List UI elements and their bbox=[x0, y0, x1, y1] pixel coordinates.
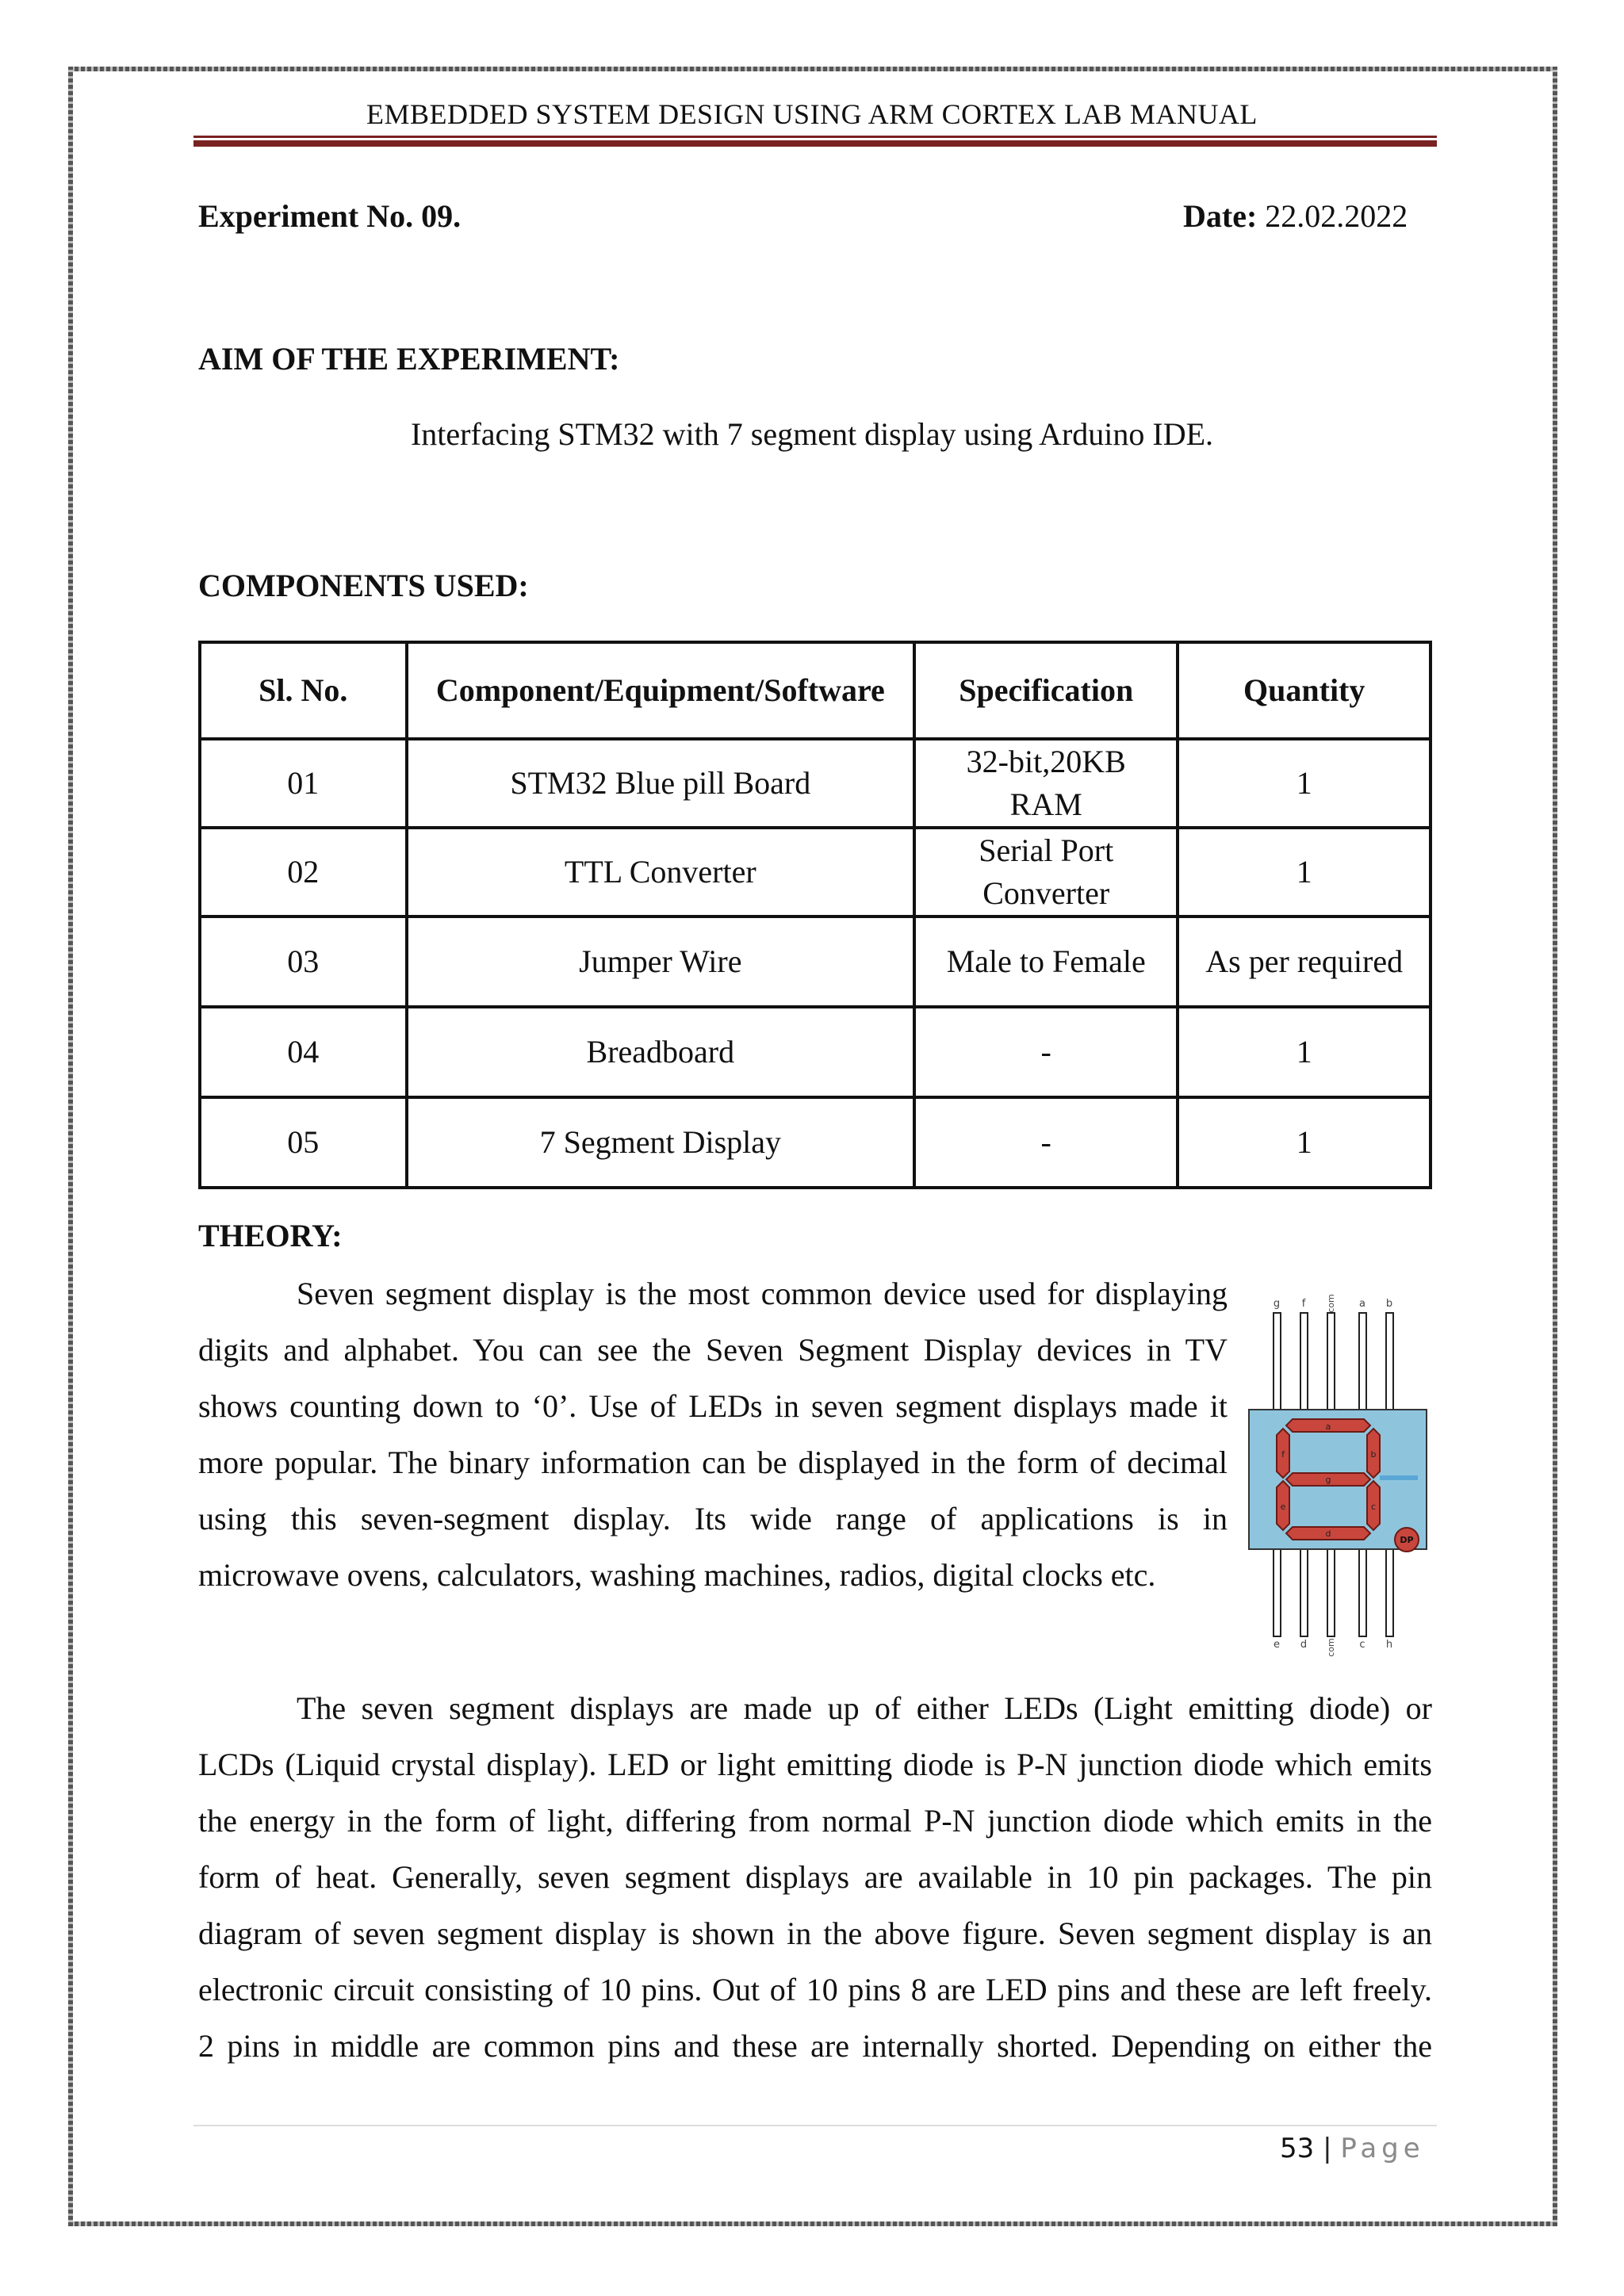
cell-component: TTL Converter bbox=[407, 828, 914, 916]
paragraph-line: digits and alphabet. You can see the Seven Segment Display devices in TV bbox=[198, 1332, 1228, 1368]
cell-component: STM32 Blue pill Board bbox=[407, 739, 914, 828]
paragraph-line: electronic circuit consisting of 10 pins. Out of 10 pins 8 are LED pins and these are left freely. bbox=[198, 1972, 1432, 2007]
cell-sl: 01 bbox=[200, 739, 407, 828]
page-border-bottom bbox=[68, 2221, 1557, 2226]
date-value: 22.02.2022 bbox=[1265, 198, 1408, 234]
segment-label: f bbox=[1281, 1449, 1285, 1460]
seven-segment-pin-diagram bbox=[1245, 1289, 1435, 1662]
page-number-footer bbox=[1280, 2131, 1425, 2166]
paragraph-line: 2 pins in middle are common pins and these are internally shorted. Depending on either the bbox=[198, 2028, 1432, 2064]
paragraph-line: more popular. The binary information can be displayed in the form of decimal bbox=[198, 1445, 1228, 1480]
experiment-date bbox=[1183, 198, 1408, 235]
paragraph-line: the energy in the form of light, differing from normal P-N junction diode which emits in the bbox=[198, 1803, 1432, 1839]
decimal-point-label: DP bbox=[1400, 1535, 1414, 1545]
table-header-row bbox=[200, 642, 1431, 739]
paragraph-line: Seven segment display is the most common device used for displaying bbox=[297, 1276, 1228, 1311]
header-rule-thin bbox=[193, 136, 1437, 138]
pin-label-top: f bbox=[1301, 1298, 1306, 1310]
theory-paragraph-1 bbox=[198, 1265, 1228, 1603]
paragraph-line: The seven segment displays are made up of either LEDs (Light emitting diode) or bbox=[297, 1690, 1432, 1726]
cell-spec bbox=[914, 828, 1178, 916]
cell-spec-line: RAM bbox=[1009, 786, 1082, 822]
components-table bbox=[198, 641, 1432, 1189]
page-number: 53 bbox=[1280, 2133, 1315, 2164]
pin-label-bottom: d bbox=[1300, 1639, 1308, 1651]
page-border-right bbox=[1553, 67, 1557, 2226]
paragraph-line: shows counting down to ‘0’. Use of LEDs in seven segment displays made it bbox=[198, 1388, 1228, 1424]
table-row bbox=[200, 916, 1431, 1007]
page-border-top bbox=[68, 67, 1557, 71]
paragraph-line: LCDs (Liquid crystal display). LED or light emitting diode is P-N junction diode which emits bbox=[198, 1747, 1432, 1782]
col-header-quantity: Quantity bbox=[1178, 642, 1431, 739]
bottom-pins bbox=[1274, 1548, 1393, 1636]
cell-spec-line: Serial Port bbox=[979, 832, 1114, 868]
cell-qty: 1 bbox=[1178, 1007, 1431, 1097]
page-separator: | bbox=[1323, 2133, 1332, 2164]
top-pins bbox=[1274, 1313, 1393, 1414]
header-rule-thick bbox=[193, 140, 1437, 147]
table-row bbox=[200, 1097, 1431, 1188]
segment-label: e bbox=[1280, 1502, 1286, 1512]
cell-qty: 1 bbox=[1178, 739, 1431, 828]
paragraph-line: diagram of seven segment display is shown in the above figure. Seven segment display is an bbox=[198, 1915, 1432, 1951]
experiment-number: Experiment No. 09. bbox=[198, 198, 462, 234]
cell-spec: - bbox=[914, 1007, 1178, 1097]
pin-label-bottom: e bbox=[1274, 1639, 1280, 1651]
pin-label-bottom: com bbox=[1326, 1638, 1336, 1657]
table-row bbox=[200, 1007, 1431, 1097]
col-header-component: Component/Equipment/Software bbox=[407, 642, 914, 739]
footer-rule bbox=[193, 2125, 1437, 2126]
pin-label-top: com bbox=[1326, 1294, 1336, 1313]
cell-sl: 04 bbox=[200, 1007, 407, 1097]
segment-label: a bbox=[1325, 1422, 1331, 1432]
cell-sl: 05 bbox=[200, 1097, 407, 1188]
cell-spec: - bbox=[914, 1097, 1178, 1188]
running-header: EMBEDDED SYSTEM DESIGN USING ARM CORTEX LAB MANUAL bbox=[366, 98, 1258, 130]
cell-spec: Male to Female bbox=[914, 916, 1178, 1007]
pin-label-bottom: c bbox=[1359, 1639, 1365, 1651]
cell-sl: 02 bbox=[200, 828, 407, 916]
cell-spec bbox=[914, 739, 1178, 828]
cell-qty: 1 bbox=[1178, 828, 1431, 916]
aim-heading: AIM OF THE EXPERIMENT: bbox=[198, 341, 620, 377]
theory-heading: THEORY: bbox=[198, 1218, 343, 1253]
pin-label-top: g bbox=[1273, 1298, 1281, 1310]
pin-label-top: a bbox=[1359, 1298, 1365, 1310]
date-label: Date: bbox=[1183, 198, 1258, 234]
col-header-sl-no: Sl. No. bbox=[200, 642, 407, 739]
page-border-left bbox=[68, 67, 73, 2226]
pin-label-bottom: h bbox=[1385, 1639, 1393, 1651]
segment-label: d bbox=[1325, 1529, 1331, 1539]
cell-spec-line: 32-bit,20KB bbox=[966, 744, 1126, 779]
cell-component: 7 Segment Display bbox=[407, 1097, 914, 1188]
components-heading: COMPONENTS USED: bbox=[198, 568, 529, 603]
paragraph-line: using this seven-segment display. Its wide range of applications is in bbox=[198, 1501, 1228, 1536]
cell-sl: 03 bbox=[200, 916, 407, 1007]
segment-label: c bbox=[1370, 1502, 1377, 1512]
pin-label-top: b bbox=[1385, 1298, 1393, 1310]
table-row bbox=[200, 828, 1431, 916]
col-header-specification: Specification bbox=[914, 642, 1178, 739]
table-row bbox=[200, 739, 1431, 828]
cell-component: Breadboard bbox=[407, 1007, 914, 1097]
segment-label: g bbox=[1325, 1475, 1331, 1485]
page-word: Page bbox=[1340, 2133, 1425, 2164]
paragraph-line: form of heat. Generally, seven segment displays are available in 10 pin packages. The pin bbox=[198, 1859, 1432, 1895]
paragraph-line: microwave ovens, calculators, washing machines, radios, digital clocks etc. bbox=[198, 1557, 1156, 1593]
aim-text: Interfacing STM32 with 7 segment display using Arduino IDE. bbox=[410, 416, 1214, 452]
cell-qty: As per required bbox=[1178, 916, 1431, 1007]
theory-paragraph-2 bbox=[198, 1680, 1432, 2074]
cell-spec-line: Converter bbox=[982, 875, 1110, 911]
cell-qty: 1 bbox=[1178, 1097, 1431, 1188]
segment-label: b bbox=[1370, 1449, 1377, 1460]
cell-component: Jumper Wire bbox=[407, 916, 914, 1007]
